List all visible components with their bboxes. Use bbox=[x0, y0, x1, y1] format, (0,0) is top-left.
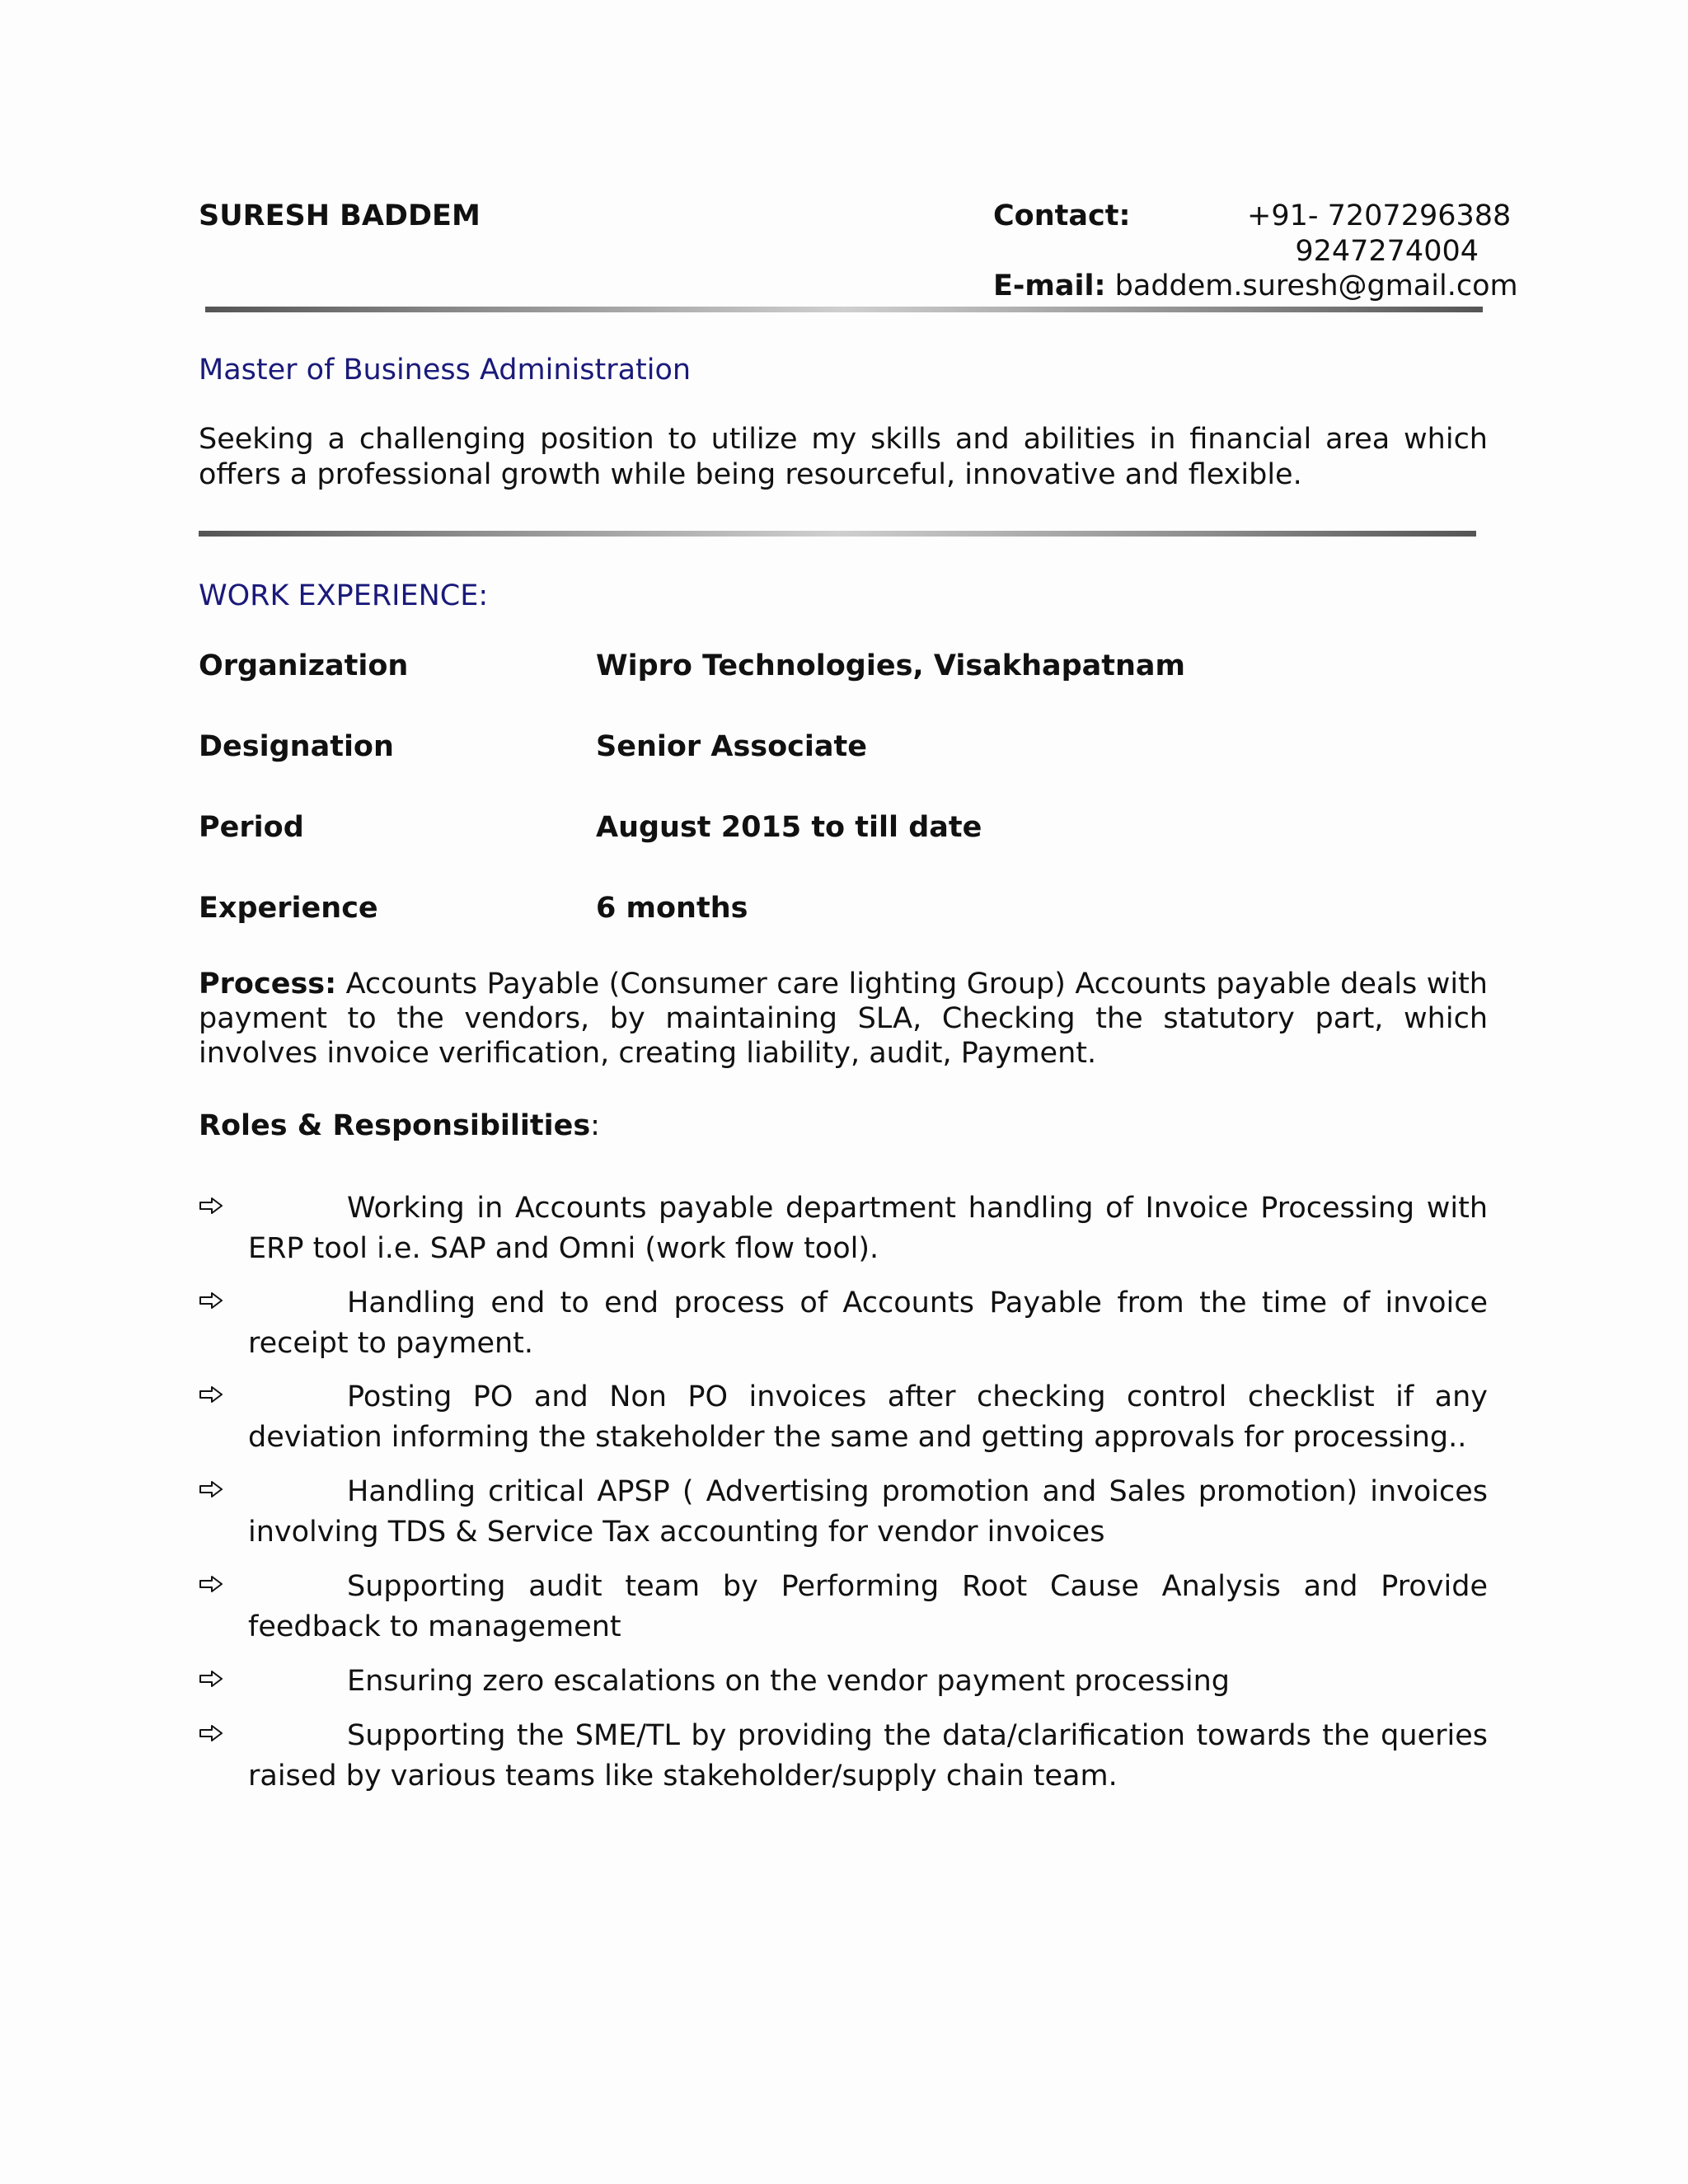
period-value: August 2015 to till date bbox=[596, 811, 982, 844]
responsibility-text: Handling end to end process of Accounts Payable from the time of invoice receipt to payment. bbox=[248, 1286, 1488, 1360]
phone-number-secondary: 9247274004 bbox=[1295, 235, 1479, 268]
right-arrow-outline-icon bbox=[199, 1670, 223, 1688]
header-divider bbox=[205, 307, 1483, 312]
responsibility-text: Supporting audit team by Performing Root Cause Analysis and Provide feedback to management bbox=[248, 1570, 1488, 1643]
work-experience-heading: WORK EXPERIENCE: bbox=[199, 579, 489, 612]
career-objective: Seeking a challenging position to utilize my skills and abilities in financial area which offers a professional growth while being resourceful, innovative and flexible. bbox=[199, 423, 1488, 491]
email-line bbox=[993, 269, 1518, 303]
designation-label: Designation bbox=[199, 730, 394, 763]
section-divider bbox=[199, 531, 1476, 537]
experience-label: Experience bbox=[199, 892, 378, 925]
right-arrow-outline-icon bbox=[199, 1197, 223, 1215]
candidate-name: SURESH BADDEM bbox=[199, 199, 481, 232]
responsibility-text: Handling critical APSP ( Advertising promotion and Sales promotion) invoices involving TDS & Service Tax accounting for vendor invoices bbox=[248, 1475, 1488, 1549]
right-arrow-outline-icon bbox=[199, 1480, 223, 1498]
phone-number-primary: +91- 7207296388 bbox=[1247, 199, 1512, 232]
email-label: E-mail: bbox=[993, 269, 1106, 302]
period-label: Period bbox=[199, 811, 304, 844]
organization-label: Organization bbox=[199, 649, 409, 682]
right-arrow-outline-icon bbox=[199, 1724, 223, 1742]
responsibility-text: Supporting the SME/TL by providing the data/clarification towards the queries raised by various teams like stakeholder/supply chain team. bbox=[248, 1719, 1488, 1793]
designation-value: Senior Associate bbox=[596, 730, 867, 763]
responsibility-text: Ensuring zero escalations on the vendor payment processing bbox=[347, 1665, 1230, 1698]
responsibility-text: Working in Accounts payable department handling of Invoice Processing with ERP tool i.e. SAP and Omni (work flow tool). bbox=[248, 1192, 1488, 1265]
right-arrow-outline-icon bbox=[199, 1291, 223, 1310]
degree-title: Master of Business Administration bbox=[199, 354, 692, 387]
contact-label: Contact: bbox=[993, 199, 1131, 232]
roles-colon: : bbox=[590, 1109, 600, 1142]
process-description bbox=[199, 967, 1488, 1071]
responsibility-text: Posting PO and Non PO invoices after checking control checklist if any deviation informing the stakeholder the same and getting approvals for processing.. bbox=[248, 1380, 1488, 1454]
roles-heading bbox=[199, 1108, 600, 1143]
right-arrow-outline-icon bbox=[199, 1575, 223, 1593]
roles-label: Roles & Responsibilities bbox=[199, 1109, 591, 1142]
organization-value: Wipro Technologies, Visakhapatnam bbox=[596, 649, 1186, 682]
process-label: Process: bbox=[199, 968, 337, 1001]
email-address[interactable]: baddem.suresh@gmail.com bbox=[1114, 269, 1518, 302]
right-arrow-outline-icon bbox=[199, 1385, 223, 1404]
experience-value: 6 months bbox=[596, 892, 748, 925]
process-text: Accounts Payable (Consumer care lighting Group) Accounts payable deals with payment to the vendors, by maintaining SLA, Checking the statutory part, which involves invoice verification, creating liability, audit, Payment. bbox=[199, 968, 1488, 1070]
